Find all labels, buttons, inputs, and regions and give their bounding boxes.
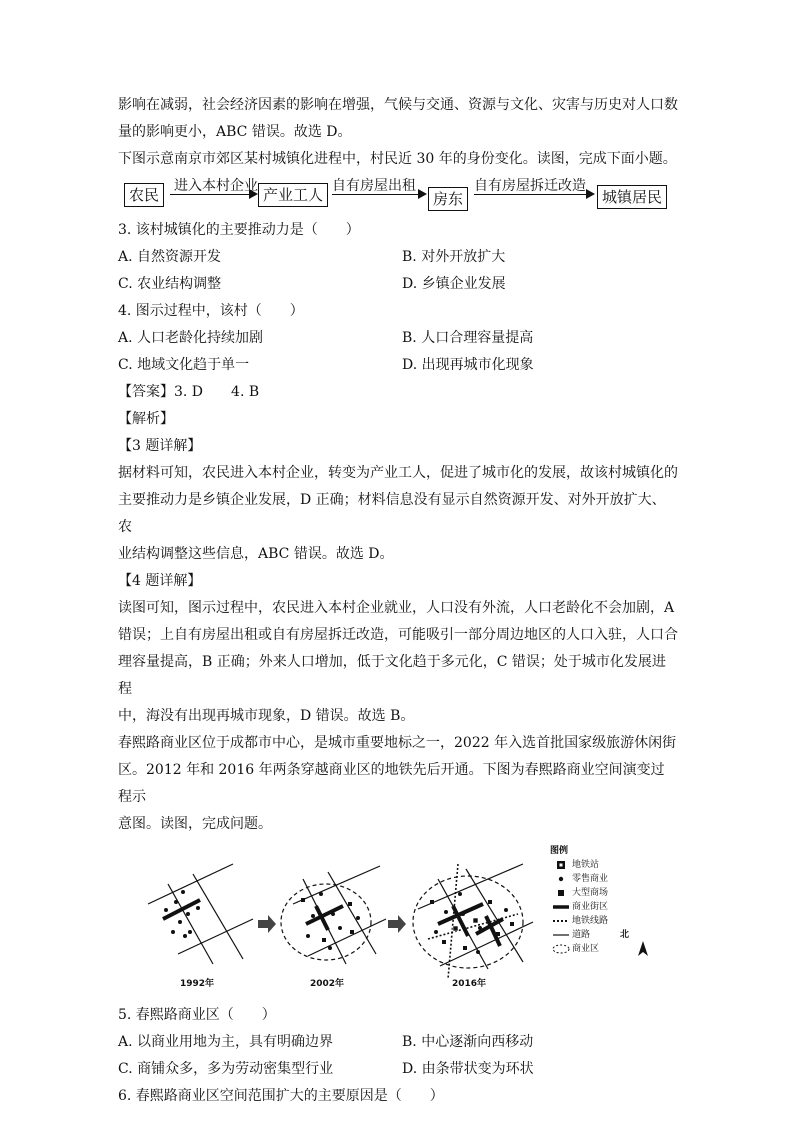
answer-line: 【答案】3. D 4. B xyxy=(118,384,260,400)
intro-line: 影响在减弱，社会经济因素的影响在增强，气候与交通、资源与文化、灾害与历史对人口数 xyxy=(118,97,678,113)
flow-arrow-line xyxy=(474,194,587,195)
identity-flow-diagram xyxy=(118,177,678,213)
map-2016 xyxy=(413,864,533,979)
document-page xyxy=(118,92,678,1110)
legend-item-commercial-street: 商业街区 xyxy=(572,902,609,912)
question-stem: 下图示意南京市郊区某村城镇化进程中，村民近 30 年的身份变化。读图，完成下面小题。 xyxy=(118,151,677,167)
map-legend xyxy=(550,844,649,956)
option-a: A. 自然资源开发 xyxy=(118,249,222,265)
option-a: A. 以商业用地为主，具有明确边界 xyxy=(118,1034,334,1050)
map-1992 xyxy=(148,864,253,964)
passage-line: 区。2012 年和 2016 年两条穿越商业区的地铁先后开通。下图为春熙路商业空间演变过程示 xyxy=(118,762,665,805)
arrow-right-icon xyxy=(249,189,258,199)
arrow-right-icon xyxy=(586,189,595,199)
chunxi-road-evolution-figure xyxy=(118,844,678,994)
option-b: B. 对外开放扩大 xyxy=(402,249,506,265)
question-3-stem: 3. 该村城镇化的主要推动力是（ ） xyxy=(118,222,360,238)
year-label-2002: 2002年 xyxy=(310,979,345,989)
q4-detail-line: 错误；上自有房屋出租或自有房屋拆迁改造，可能吸引一部分周边地区的人口入驻，人口合 xyxy=(118,627,678,643)
option-a: A. 人口老龄化持续加剧 xyxy=(118,330,264,346)
passage-line: 意图。读图，完成问题。 xyxy=(118,816,272,832)
option-c: C. 地域文化趋于单一 xyxy=(118,357,250,373)
option-b: B. 人口合理容量提高 xyxy=(402,330,534,346)
evolution-maps xyxy=(118,844,548,994)
flow-box-worker: 产业工人 xyxy=(258,183,328,207)
flow-arrow-label: 自有房屋出租 xyxy=(332,178,416,194)
legend-item-mall: 大型商场 xyxy=(550,886,649,900)
flow-box-landlord: 房东 xyxy=(428,187,468,211)
year-label-2016: 2016年 xyxy=(452,979,487,989)
intro-line: 量的影响更小，ABC 错误。故选 D。 xyxy=(118,124,352,140)
option-b: B. 中心逐渐向西移动 xyxy=(402,1034,534,1050)
q4-detail-line: 理容量提高，B 正确；外来人口增加，低于文化趋于多元化，C 错误；处于城市化发展进程 xyxy=(118,654,666,697)
q4-detail-line: 中，海没有出现再城市现象，D 错误。故选 B。 xyxy=(118,708,415,724)
question-5-options-row xyxy=(118,1056,678,1083)
passage-line: 春熙路商业区位于成都市中心，是城市重要地标之一，2022 年入选首批国家级旅游休闲街 xyxy=(118,735,677,751)
option-c: C. 农业结构调整 xyxy=(118,276,222,292)
legend-item-subway-station: 地铁站 xyxy=(550,858,649,872)
flow-arrow-line xyxy=(170,194,250,195)
question-3-options-row xyxy=(118,244,678,271)
option-c: C. 商铺众多，多为劳动密集型行业 xyxy=(118,1061,334,1077)
map-2002 xyxy=(281,866,386,964)
question-5-stem: 5. 春熙路商业区（ ） xyxy=(118,1007,276,1023)
legend-item-business-district: 商业区 xyxy=(550,942,649,956)
year-label-1992: 1992年 xyxy=(180,979,215,989)
legend-title: 图例 xyxy=(550,846,569,856)
question-4-options-row xyxy=(118,325,678,352)
option-d: D. 乡镇企业发展 xyxy=(402,276,506,292)
q3-detail-title: 【3 题详解】 xyxy=(118,438,202,454)
flow-arrow-label: 自有房屋拆迁改造 xyxy=(474,178,586,194)
question-6-stem: 6. 春熙路商业区空间范围扩大的主要原因是（ ） xyxy=(118,1088,444,1104)
north-arrow-icon xyxy=(637,941,649,957)
q3-detail-line: 业结构调整这些信息，ABC 错误。故选 D。 xyxy=(118,546,394,562)
q4-detail-line: 读图可知，图示过程中，农民进入本村企业就业，人口没有外流，人口老龄化不会加剧，A xyxy=(118,600,675,616)
arrow-right-icon xyxy=(258,915,276,933)
q3-detail-line: 主要推动力是乡镇企业发展，D 正确；材料信息没有显示自然资源开发、对外开放扩大、农 xyxy=(118,492,666,535)
legend-item-retail: 零售商业 xyxy=(550,872,649,886)
question-4-options-row xyxy=(118,352,678,379)
q3-detail-line: 据材料可知，农民进入本村企业，转变为产业工人，促进了城市化的发展，故该村城镇化的 xyxy=(118,465,678,481)
question-5-options-row xyxy=(118,1029,678,1056)
legend-item-road: 道路 北 xyxy=(572,930,630,940)
analysis-title: 【解析】 xyxy=(118,411,174,427)
flow-box-farmer: 农民 xyxy=(124,183,164,207)
arrow-right-icon xyxy=(388,915,406,933)
flow-arrow-line xyxy=(332,194,419,195)
legend-item-subway-line: 地铁线路 xyxy=(572,916,609,926)
q4-detail-title: 【4 题详解】 xyxy=(118,573,202,589)
question-3-options-row xyxy=(118,271,678,298)
north-label: 北 xyxy=(620,930,630,940)
flow-arrow-label: 进入本村企业 xyxy=(174,178,258,194)
question-4-stem: 4. 图示过程中，该村（ ） xyxy=(118,303,304,319)
flow-box-urban-resident: 城镇居民 xyxy=(597,185,667,209)
option-d: D. 由条带状变为环状 xyxy=(402,1061,534,1077)
option-d: D. 出现再城市化现象 xyxy=(402,357,534,373)
arrow-right-icon xyxy=(418,189,427,199)
